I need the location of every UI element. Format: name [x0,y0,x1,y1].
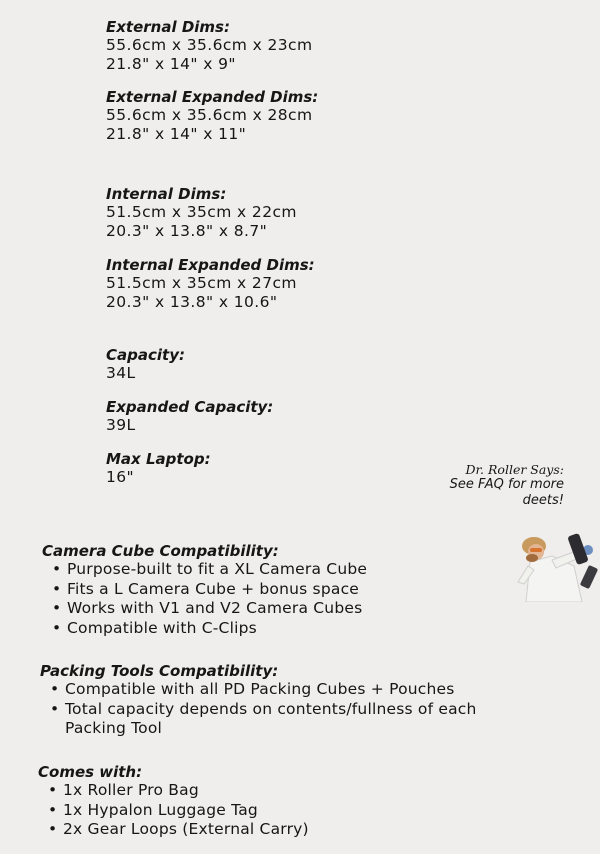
internal-expanded-dims-label: Internal Expanded Dims: [106,256,315,274]
internal-dims [106,185,297,241]
packing-tools-section [40,662,480,739]
expanded-capacity [106,398,273,435]
external-expanded-dims-imperial: 21.8" x 14" x 11" [106,125,247,143]
doctor-note-text: See FAQ for more deets! [449,477,564,508]
internal-expanded-dims-imperial: 20.3" x 13.8" x 10.6" [106,293,278,311]
list-item: • Fits a L Camera Cube + bonus space [46,580,367,600]
packing-tools-title: Packing Tools Compatibility: [40,662,279,680]
doctor-note-title: Dr. Roller Says: [465,462,564,477]
list-item: • 2x Gear Loops (External Carry) [42,820,309,840]
doctor-note [444,462,564,509]
expanded-capacity-value: 39L [106,416,136,434]
internal-dims-imperial: 20.3" x 13.8" x 8.7" [106,222,268,240]
external-expanded-dims [106,88,318,144]
camera-cube-section [42,542,367,638]
list-item: • Purpose-built to fit a XL Camera Cube [46,560,367,580]
max-laptop-label: Max Laptop: [106,450,211,468]
comes-with-title: Comes with: [38,763,143,781]
packing-tools-list [44,680,480,739]
doctor-roller-illustration [512,526,600,602]
external-dims-metric: 55.6cm x 35.6cm x 23cm [106,36,313,54]
list-item: • 1x Roller Pro Bag [42,781,309,801]
external-expanded-dims-label: External Expanded Dims: [106,88,319,106]
list-item: • Compatible with C-Clips [46,619,367,639]
comes-with-section [38,763,309,840]
camera-cube-title: Camera Cube Compatibility: [42,542,279,560]
capacity [106,346,185,383]
max-laptop-value: 16" [106,468,135,486]
internal-expanded-dims [106,256,315,312]
list-item: • Compatible with all PD Packing Cubes + Pouches [44,680,480,700]
list-item: • Works with V1 and V2 Camera Cubes [46,599,367,619]
capacity-value: 34L [106,364,136,382]
comes-with-list [42,781,309,840]
list-item: • Total capacity depends on contents/fullness of each Packing Tool [44,700,480,739]
external-dims-imperial: 21.8" x 14" x 9" [106,55,236,73]
internal-expanded-dims-metric: 51.5cm x 35cm x 27cm [106,274,297,292]
capacity-label: Capacity: [106,346,185,364]
expanded-capacity-label: Expanded Capacity: [106,398,274,416]
external-expanded-dims-metric: 55.6cm x 35.6cm x 28cm [106,106,313,124]
list-item: • 1x Hypalon Luggage Tag [42,801,309,821]
external-dims [106,18,312,74]
external-dims-label: External Dims: [106,18,230,36]
internal-dims-label: Internal Dims: [106,185,227,203]
internal-dims-metric: 51.5cm x 35cm x 22cm [106,203,297,221]
max-laptop [106,450,211,487]
camera-cube-list [46,560,367,638]
